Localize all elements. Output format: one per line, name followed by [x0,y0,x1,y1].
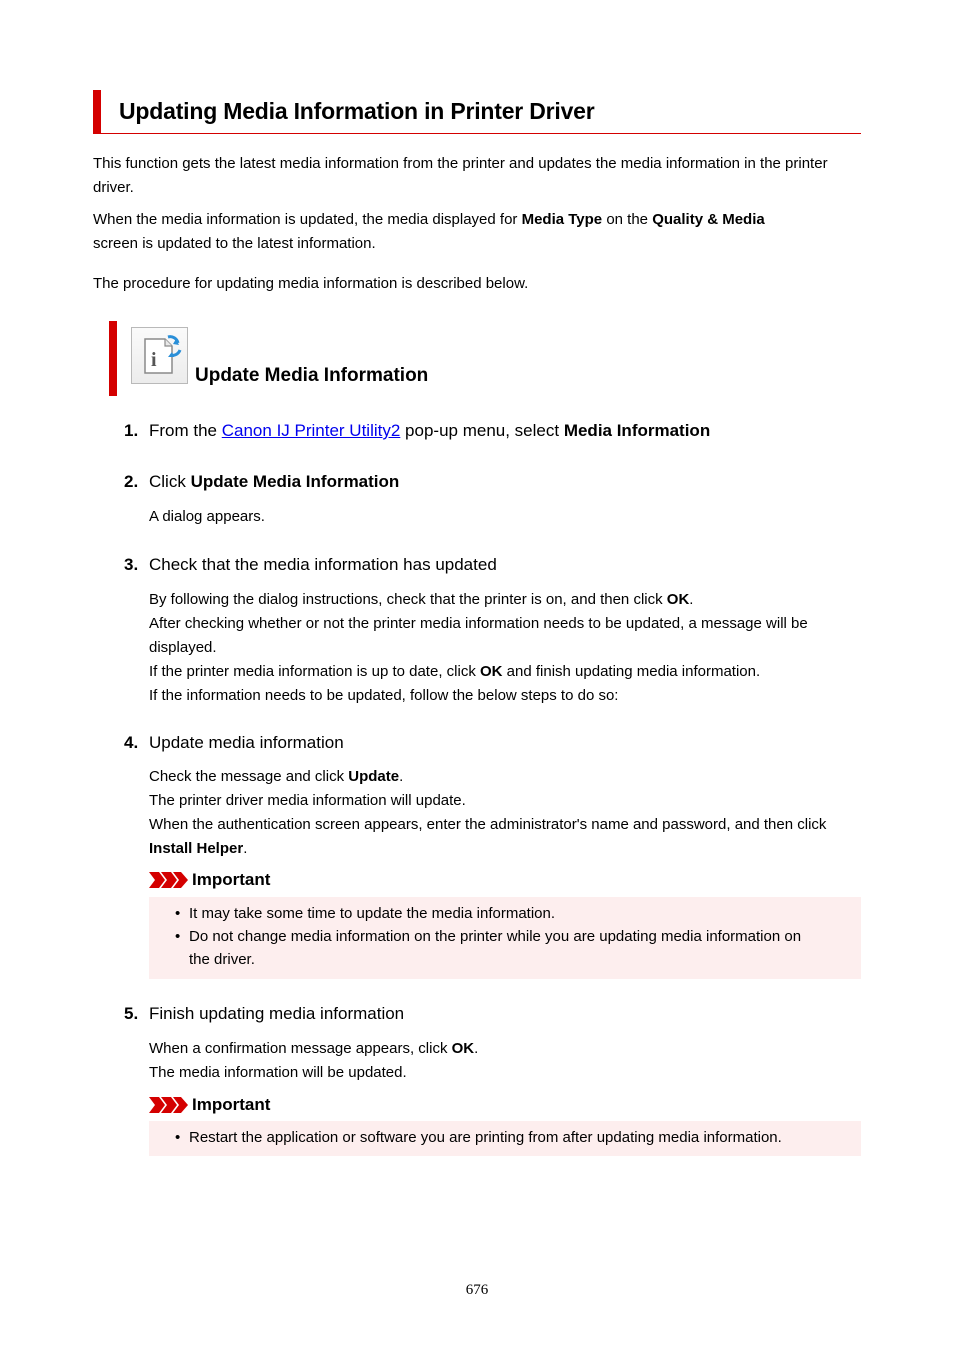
important-item: Restart the application or software you are printing from after updating media information. [189,1129,782,1146]
body-text: After checking whether or not the printer media information needs to be updated, a message will be [149,615,808,632]
step-number: 4. [124,733,139,752]
step-text: From the [149,421,222,440]
important-text: the driver. [189,951,255,968]
intro-paragraph-3: The procedure for updating media information is described below. [93,275,529,292]
ok-term: OK [666,591,690,608]
step-number: 1. [124,421,139,440]
intro-text: on the [602,211,653,228]
important-box [149,897,861,979]
body-text: Check the message and click [149,768,349,785]
intro-paragraph-1: This function gets the latest media information from the printer and updates the media information in the printer driver. [93,155,828,196]
step-5-body [149,1037,861,1085]
body-text: If the printer media information is up to date, click [149,663,480,680]
step-text: pop-up menu, select [400,421,564,440]
quality-media-term: Quality & Media [652,211,765,228]
important-item [189,925,854,971]
body-text: If the information needs to be updated, follow the below steps to do so: [149,687,619,704]
step-3: Check that the media information has updated [149,555,497,574]
step-5: Finish updating media information [149,1004,405,1023]
title-accent-bar [93,90,101,134]
bullet-icon: • [175,1129,181,1146]
step-number: 2. [124,472,139,491]
important-box [149,1121,861,1156]
step-4: Update media information [149,733,344,752]
intro-text: screen is updated to the latest information. [93,235,376,252]
ok-term: OK [451,1040,475,1057]
important-icon [149,1097,189,1118]
update-media-information-term: Update Media Information [190,472,400,491]
step-1 [149,421,710,441]
step-number: 5. [124,1004,139,1023]
bullet-icon: • [175,905,181,922]
media-info-update-icon [131,327,188,384]
bullet-icon: • [175,928,181,945]
section-heading: Update Media Information [195,365,429,386]
step-2-body: A dialog appears. [149,508,265,525]
step-4-body [149,765,861,861]
ok-term: OK [480,663,503,680]
body-text: and finish updating media information. [502,663,761,680]
page-title: Updating Media Information in Printer Driver [119,98,595,124]
title-underline [93,133,861,134]
media-type-term: Media Type [521,211,603,228]
intro-paragraph-2 [93,208,863,256]
canon-ij-printer-utility2-link[interactable]: Canon IJ Printer Utility2 [221,421,401,440]
install-helper-term: Install Helper [149,840,244,857]
important-item: It may take some time to update the media information. [189,905,556,922]
svg-text:i: i [151,349,157,371]
important-text: Do not change media information on the printer while you are updating media information on [189,928,802,945]
section-accent-bar [109,321,117,396]
body-text: displayed. [149,639,217,656]
body-text: The printer driver media information will update. [149,792,466,809]
step-number: 3. [124,555,139,574]
body-text: When the authentication screen appears, enter the administrator's name and password, and then click [149,816,827,833]
important-heading: Important [192,870,271,889]
step-3-body [149,588,861,708]
media-information-term: Media Information [563,421,711,440]
page-number: 676 [465,1282,489,1298]
body-text: By following the dialog instructions, check that the printer is on, and then click [149,591,667,608]
step-2 [149,472,399,492]
step-text: Click [149,472,191,491]
update-term: Update [348,768,400,785]
important-heading: Important [192,1095,271,1114]
body-text: . [474,1040,479,1057]
body-text: . [399,768,404,785]
important-icon [149,872,189,893]
body-text: . [243,840,248,857]
body-text: The media information will be updated. [149,1064,407,1081]
body-text: . [689,591,694,608]
body-text: When a confirmation message appears, click [149,1040,452,1057]
intro-text: When the media information is updated, the media displayed for [93,211,522,228]
